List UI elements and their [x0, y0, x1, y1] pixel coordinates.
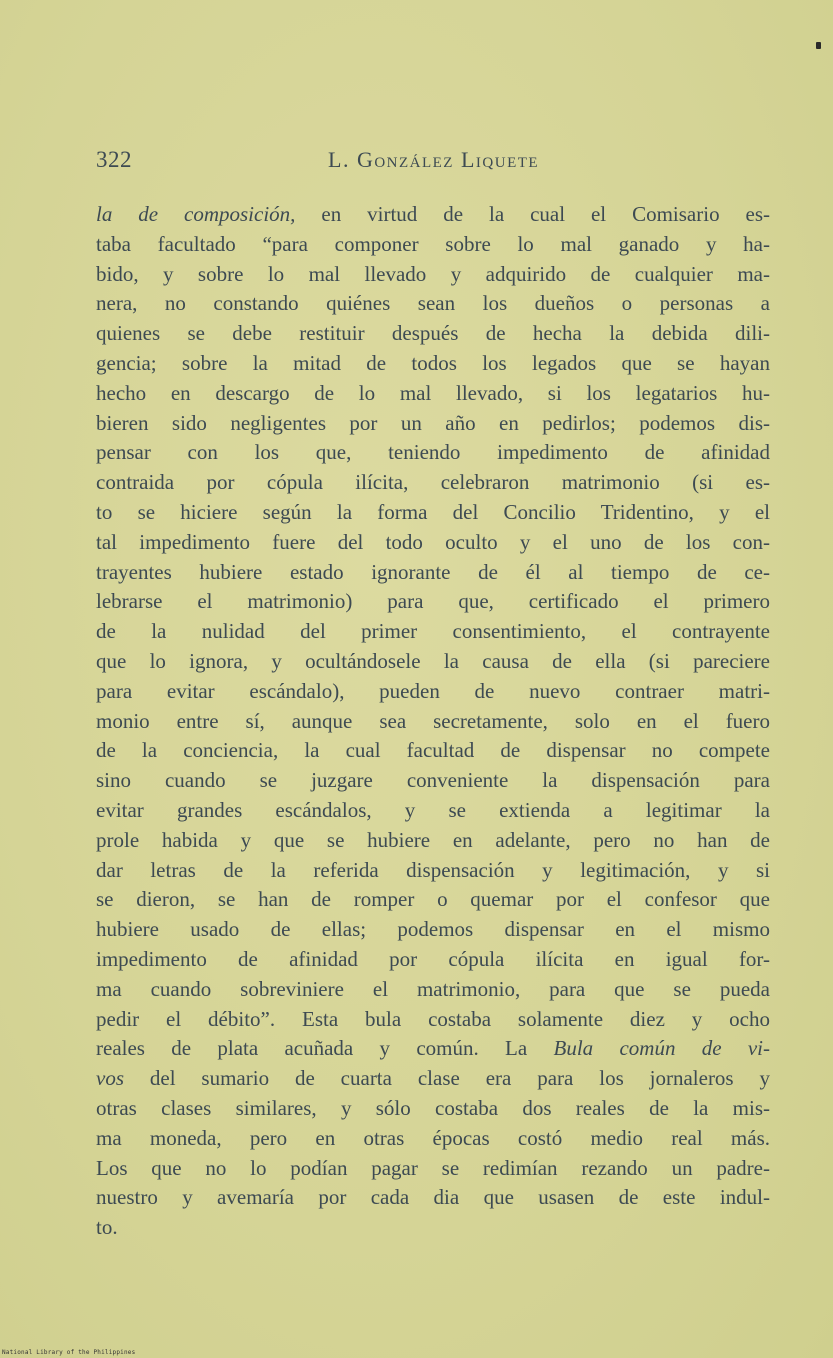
line-text: to.: [96, 1215, 118, 1240]
text-line: [96, 558, 770, 588]
line-text: del sumario de cuarta clase era para los jornaleros y: [124, 1066, 770, 1091]
line-text: pensar con los que, teniendo impedimento de afinidad: [96, 440, 770, 465]
body-text: [96, 200, 776, 1243]
line-text: nera, no constando quiénes sean los dueños o personas a: [96, 291, 770, 316]
line-text: ma moneda, pero en otras épocas costó medio real más.: [96, 1125, 770, 1150]
text-line: [96, 856, 770, 886]
line-text: impedimento de afinidad por cópula ilícita en igual for-: [96, 946, 770, 971]
text-line: [96, 289, 770, 319]
line-text: quienes se debe restituir después de hecha la debida dili-: [96, 321, 770, 346]
text-line: [96, 587, 770, 617]
line-text: sino cuando se juzgare conveniente la dispensación para: [96, 768, 770, 793]
line-text: monio entre sí, aunque sea secretamente, solo en el fuero: [96, 708, 770, 733]
text-line: [96, 1094, 770, 1124]
text-line: [96, 230, 770, 260]
text-line: [96, 409, 770, 439]
text-line: [96, 498, 770, 528]
text-line: [96, 1064, 770, 1094]
running-head: L. González Liquete: [328, 147, 540, 172]
line-text: dar letras de la referida dispensación y legitimación, y si: [96, 857, 770, 882]
text-line: [96, 677, 770, 707]
text-line: [96, 1183, 770, 1213]
text-line: [96, 736, 770, 766]
text-line: [96, 1213, 770, 1243]
italic-phrase: vos: [96, 1066, 124, 1091]
text-line: [96, 915, 770, 945]
line-text: para evitar escándalo), pueden de nuevo contraer matri-: [96, 678, 770, 703]
italic-phrase: Bula común de vi-: [553, 1036, 770, 1061]
text-line: [96, 1124, 770, 1154]
line-text: Los que no lo podían pagar se redimían rezando un padre-: [96, 1155, 770, 1180]
line-text: nuestro y avemaría por cada dia que usasen de este indul-: [96, 1185, 770, 1210]
line-text: evitar grandes escándalos, y se extienda a legitimar la: [96, 797, 770, 822]
line-text: en virtud de la cual el Comisario es-: [295, 202, 770, 226]
text-line: [96, 1034, 770, 1064]
line-text: trayentes hubiere estado ignorante de él al tiempo de ce-: [96, 559, 770, 584]
text-line: [96, 647, 770, 677]
text-line: [96, 200, 770, 230]
text-line: [96, 468, 770, 498]
text-line: [96, 617, 770, 647]
text-line: [96, 796, 770, 826]
line-text: prole habida y que se hubiere en adelante, pero no han de: [96, 827, 770, 852]
line-text: de la conciencia, la cual facultad de dispensar no compete: [96, 738, 770, 763]
line-text: to se hiciere según la forma del Concilio Tridentino, y el: [96, 499, 770, 524]
page-number: 322: [96, 147, 132, 172]
line-text: hubiere usado de ellas; podemos dispensar en el mismo: [96, 917, 770, 942]
line-text: lebrarse el matrimonio) para que, certificado el primero: [96, 589, 770, 614]
text-line: [96, 885, 770, 915]
line-text: ma cuando sobreviniere el matrimonio, para que se pueda: [96, 976, 770, 1001]
text-line: [96, 438, 770, 468]
line-text: pedir el débito”. Esta bula costaba solamente diez y ocho: [96, 1006, 770, 1031]
line-text: contraida por cópula ilícita, celebraron matrimonio (si es-: [96, 470, 770, 495]
line-text: de la nulidad del primer consentimiento, el contrayente: [96, 619, 770, 644]
text-line: [96, 379, 770, 409]
text-line: [96, 528, 770, 558]
text-line: [96, 319, 770, 349]
line-text: reales de plata acuñada y común. La: [96, 1036, 554, 1061]
line-text: gencia; sobre la mitad de todos los legados que se hayan: [96, 350, 770, 375]
page-header: [96, 147, 742, 177]
line-text: bido, y sobre lo mal llevado y adquirido de cualquier ma-: [96, 261, 770, 286]
text-line: [96, 349, 770, 379]
line-text: tal impedimento fuere del todo oculto y el uno de los con-: [96, 529, 770, 554]
text-line: [96, 707, 770, 737]
italic-phrase: la de composición,: [96, 202, 296, 226]
line-text: se dieron, se han de romper o quemar por el confesor que: [96, 887, 770, 912]
line-text: taba facultado “para componer sobre lo mal ganado y ha-: [96, 231, 770, 256]
line-text: hecho en descargo de lo mal llevado, si los legatarios hu-: [96, 380, 770, 405]
text-line: [96, 1154, 770, 1184]
text-line: [96, 975, 770, 1005]
line-text: que lo ignora, y ocultándosele la causa de ella (si pareciere: [96, 648, 770, 673]
text-line: [96, 826, 770, 856]
text-line: [96, 1005, 770, 1035]
scan-speck: [816, 42, 821, 49]
text-line: [96, 260, 770, 290]
line-text: otras clases similares, y sólo costaba dos reales de la mis-: [96, 1095, 770, 1120]
line-text: bieren sido negligentes por un año en pedirlos; podemos dis-: [96, 410, 770, 435]
library-credit: National Library of the Philippines: [2, 1349, 136, 1356]
text-line: [96, 945, 770, 975]
text-line: [96, 766, 770, 796]
